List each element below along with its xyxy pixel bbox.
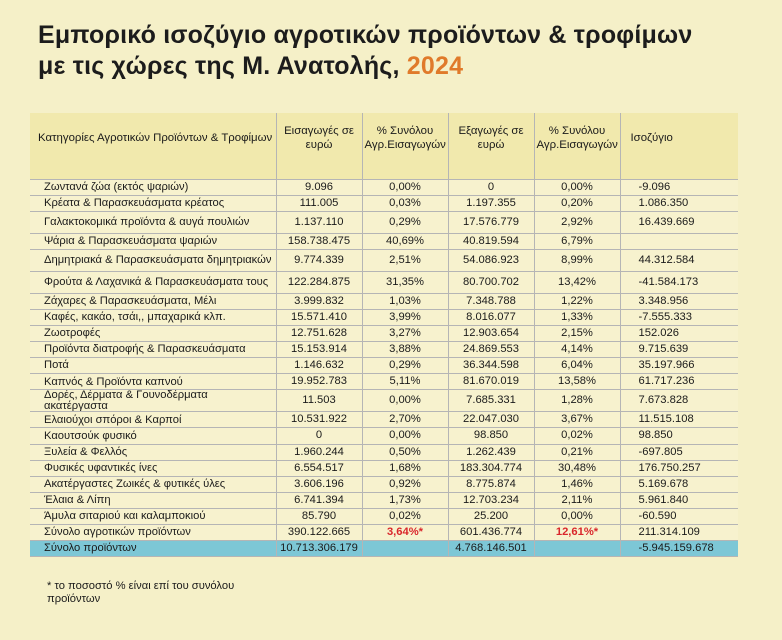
exports-value: 7.685.331 <box>448 390 534 412</box>
category-name: Δημητριακά & Παρασκευάσματα δημητριακών <box>30 249 276 271</box>
category-name: Ελαιούχοι σπόροι & Καρποί <box>30 412 276 428</box>
exports-value: 183.304.774 <box>448 460 534 476</box>
exports-pct: 6,79% <box>534 233 620 249</box>
table-row <box>30 428 738 444</box>
balance-value: -697.805 <box>620 444 738 460</box>
header-exports: Εξαγωγές σε ευρώ <box>448 113 534 162</box>
balance-value: 5.169.678 <box>620 476 738 492</box>
exports-pct: 4,14% <box>534 342 620 358</box>
title-line-2-text: με τις χώρες της Μ. Ανατολής, <box>38 52 400 80</box>
balance-value: 98.850 <box>620 428 738 444</box>
category-name: Καπνός & Προϊόντα καπνού <box>30 374 276 390</box>
title-line-2 <box>38 51 758 82</box>
category-name: Ζωντανά ζώα (εκτός ψαριών) <box>30 179 276 195</box>
imports-pct: 3,27% <box>362 325 448 341</box>
imports-pct: 1,73% <box>362 492 448 508</box>
imports-value: 1.137.110 <box>276 211 362 233</box>
imports-pct: 0,50% <box>362 444 448 460</box>
table-row <box>30 460 738 476</box>
imports-value: 11.503 <box>276 390 362 412</box>
category-name: Φρούτα & Λαχανικά & Παρασκευάσματα τους <box>30 271 276 293</box>
balance-value: 11.515.108 <box>620 412 738 428</box>
table-row <box>30 325 738 341</box>
imports-pct: 0,02% <box>362 508 448 524</box>
category-name: Ζωοτροφές <box>30 325 276 341</box>
exports-pct: 13,58% <box>534 374 620 390</box>
exports-value: 98.850 <box>448 428 534 444</box>
header-imports-pct: % Συνόλου Αγρ.Εισαγωγών <box>362 113 448 162</box>
imports-pct: 1,03% <box>362 293 448 309</box>
exports-value: 81.670.019 <box>448 374 534 390</box>
exports-pct: 3,67% <box>534 412 620 428</box>
balance-value: 3.348.956 <box>620 293 738 309</box>
total-agri-name: Σύνολο αγροτικών προϊόντων <box>30 525 276 541</box>
imports-value: 0 <box>276 428 362 444</box>
total-all-exports: 4.768.146.501 <box>448 541 534 557</box>
table-row <box>30 309 738 325</box>
imports-pct: 3,88% <box>362 342 448 358</box>
balance-value: 35.197.966 <box>620 358 738 374</box>
balance-value <box>620 233 738 249</box>
category-name: Άμυλα σιταριού και καλαμποκιού <box>30 508 276 524</box>
imports-pct: 2,70% <box>362 412 448 428</box>
exports-value: 0 <box>448 179 534 195</box>
total-all-imports-pct <box>362 541 448 557</box>
balance-value: -7.555.333 <box>620 309 738 325</box>
exports-pct: 1,28% <box>534 390 620 412</box>
imports-pct: 2,51% <box>362 249 448 271</box>
category-name: Ποτά <box>30 358 276 374</box>
exports-pct: 13,42% <box>534 271 620 293</box>
exports-pct: 1,33% <box>534 309 620 325</box>
imports-value: 1.960.244 <box>276 444 362 460</box>
title-line-1: Εμπορικό ισοζύγιο αγροτικών προϊόντων & τροφίμων <box>38 21 693 49</box>
header-imports: Εισαγωγές σε ευρώ <box>276 113 362 162</box>
exports-pct: 0,21% <box>534 444 620 460</box>
imports-value: 111.005 <box>276 195 362 211</box>
category-name: Κρέατα & Παρασκευάσματα κρέατος <box>30 195 276 211</box>
exports-pct: 30,48% <box>534 460 620 476</box>
header-exports-pct: % Συνόλου Αγρ.Εισαγωγών <box>534 113 620 162</box>
trade-balance-table-wrap <box>30 113 738 557</box>
exports-value: 25.200 <box>448 508 534 524</box>
imports-pct: 5,11% <box>362 374 448 390</box>
balance-value: 16.439.669 <box>620 211 738 233</box>
imports-value: 19.952.783 <box>276 374 362 390</box>
category-name: Φυσικές υφαντικές ίνες <box>30 460 276 476</box>
imports-value: 9.096 <box>276 179 362 195</box>
exports-pct: 8,99% <box>534 249 620 271</box>
category-name: Ψάρια & Παρασκευάσματα ψαριών <box>30 233 276 249</box>
total-all-imports: 10.713.306.179 <box>276 541 362 557</box>
exports-pct: 0,00% <box>534 179 620 195</box>
exports-value: 17.576.779 <box>448 211 534 233</box>
table-row <box>30 492 738 508</box>
total-agri-balance: 211.314.109 <box>620 525 738 541</box>
category-name: Προϊόντα διατροφής & Παρασκευάσματα <box>30 342 276 358</box>
total-agri-imports: 390.122.665 <box>276 525 362 541</box>
category-name: Ακατέργαστες Ζωικές & φυτικές ύλες <box>30 476 276 492</box>
imports-value: 10.531.922 <box>276 412 362 428</box>
balance-value: 1.086.350 <box>620 195 738 211</box>
imports-pct: 0,00% <box>362 390 448 412</box>
exports-pct: 2,15% <box>534 325 620 341</box>
exports-value: 8.016.077 <box>448 309 534 325</box>
imports-value: 12.751.628 <box>276 325 362 341</box>
exports-value: 80.700.702 <box>448 271 534 293</box>
balance-value: 5.961.840 <box>620 492 738 508</box>
balance-value: -41.584.173 <box>620 271 738 293</box>
exports-pct: 0,20% <box>534 195 620 211</box>
exports-pct: 0,00% <box>534 508 620 524</box>
exports-value: 7.348.788 <box>448 293 534 309</box>
total-all-balance: -5.945.159.678 <box>620 541 738 557</box>
total-all-row <box>30 541 738 557</box>
header-row <box>30 113 738 162</box>
imports-pct: 3,99% <box>362 309 448 325</box>
table-row <box>30 358 738 374</box>
footnote: * το ποσοστό % είναι επί του συνόλου προϊόντων <box>47 580 235 605</box>
imports-pct: 31,35% <box>362 271 448 293</box>
exports-value: 40.819.594 <box>448 233 534 249</box>
balance-value: 176.750.257 <box>620 460 738 476</box>
category-name: Καουτσούκ φυσικό <box>30 428 276 444</box>
table-row <box>30 271 738 293</box>
imports-value: 122.284.875 <box>276 271 362 293</box>
total-agri-row <box>30 525 738 541</box>
table-row <box>30 249 738 271</box>
imports-value: 15.153.914 <box>276 342 362 358</box>
exports-pct: 1,22% <box>534 293 620 309</box>
table-row <box>30 390 738 412</box>
table-row <box>30 195 738 211</box>
category-name: Έλαια & Λίπη <box>30 492 276 508</box>
exports-pct: 2,92% <box>534 211 620 233</box>
table-body <box>30 162 738 557</box>
imports-value: 3.999.832 <box>276 293 362 309</box>
table-row <box>30 508 738 524</box>
exports-value: 24.869.553 <box>448 342 534 358</box>
imports-value: 1.146.632 <box>276 358 362 374</box>
imports-pct: 1,68% <box>362 460 448 476</box>
category-name: Γαλακτοκομικά προϊόντα & αυγά πουλιών <box>30 211 276 233</box>
table-row <box>30 211 738 233</box>
title-year: 2024 <box>406 52 464 80</box>
table-row <box>30 293 738 309</box>
imports-pct: 0,29% <box>362 211 448 233</box>
imports-pct: 0,92% <box>362 476 448 492</box>
balance-value: 44.312.584 <box>620 249 738 271</box>
exports-pct: 1,46% <box>534 476 620 492</box>
imports-pct: 0,00% <box>362 179 448 195</box>
table-row <box>30 444 738 460</box>
exports-value: 54.086.923 <box>448 249 534 271</box>
exports-value: 12.703.234 <box>448 492 534 508</box>
exports-value: 8.775.874 <box>448 476 534 492</box>
total-agri-imports-pct: 3,64%* <box>362 525 448 541</box>
table-row <box>30 374 738 390</box>
imports-value: 9.774.339 <box>276 249 362 271</box>
exports-value: 1.262.439 <box>448 444 534 460</box>
exports-pct: 0,02% <box>534 428 620 444</box>
exports-pct: 6,04% <box>534 358 620 374</box>
page-title <box>38 20 758 82</box>
category-name: Ζάχαρες & Παρασκευάσματα, Μέλι <box>30 293 276 309</box>
total-all-exports-pct <box>534 541 620 557</box>
exports-value: 36.344.598 <box>448 358 534 374</box>
balance-value: 9.715.639 <box>620 342 738 358</box>
exports-value: 1.197.355 <box>448 195 534 211</box>
table-row <box>30 179 738 195</box>
imports-pct: 0,03% <box>362 195 448 211</box>
balance-value: -60.590 <box>620 508 738 524</box>
imports-pct: 0,29% <box>362 358 448 374</box>
category-name: Καφές, κακάο, τσάι,, μπαχαρικά κλπ. <box>30 309 276 325</box>
exports-value: 12.903.654 <box>448 325 534 341</box>
table-row <box>30 476 738 492</box>
exports-value: 22.047.030 <box>448 412 534 428</box>
imports-pct: 40,69% <box>362 233 448 249</box>
header-balance: Ισοζύγιο <box>620 113 738 162</box>
total-agri-exports: 601.436.774 <box>448 525 534 541</box>
header-category: Κατηγορίες Αγροτικών Προϊόντων & Τροφίμων <box>30 113 276 162</box>
imports-pct: 0,00% <box>362 428 448 444</box>
balance-value: -9.096 <box>620 179 738 195</box>
table-row <box>30 233 738 249</box>
imports-value: 6.741.394 <box>276 492 362 508</box>
category-name: Δορές, Δέρματα & Γουνοδέρματα ακατέργαστα <box>30 390 276 412</box>
total-all-name: Σύνολο προϊόντων <box>30 541 276 557</box>
imports-value: 85.790 <box>276 508 362 524</box>
balance-value: 152.026 <box>620 325 738 341</box>
balance-value: 61.717.236 <box>620 374 738 390</box>
imports-value: 15.571.410 <box>276 309 362 325</box>
imports-value: 6.554.517 <box>276 460 362 476</box>
total-agri-exports-pct: 12,61%* <box>534 525 620 541</box>
table-row <box>30 412 738 428</box>
imports-value: 158.738.475 <box>276 233 362 249</box>
spacer-row <box>30 162 738 179</box>
category-name: Ξυλεία & Φελλός <box>30 444 276 460</box>
exports-pct: 2,11% <box>534 492 620 508</box>
balance-value: 7.673.828 <box>620 390 738 412</box>
imports-value: 3.606.196 <box>276 476 362 492</box>
trade-balance-table <box>30 113 738 557</box>
table-row <box>30 342 738 358</box>
